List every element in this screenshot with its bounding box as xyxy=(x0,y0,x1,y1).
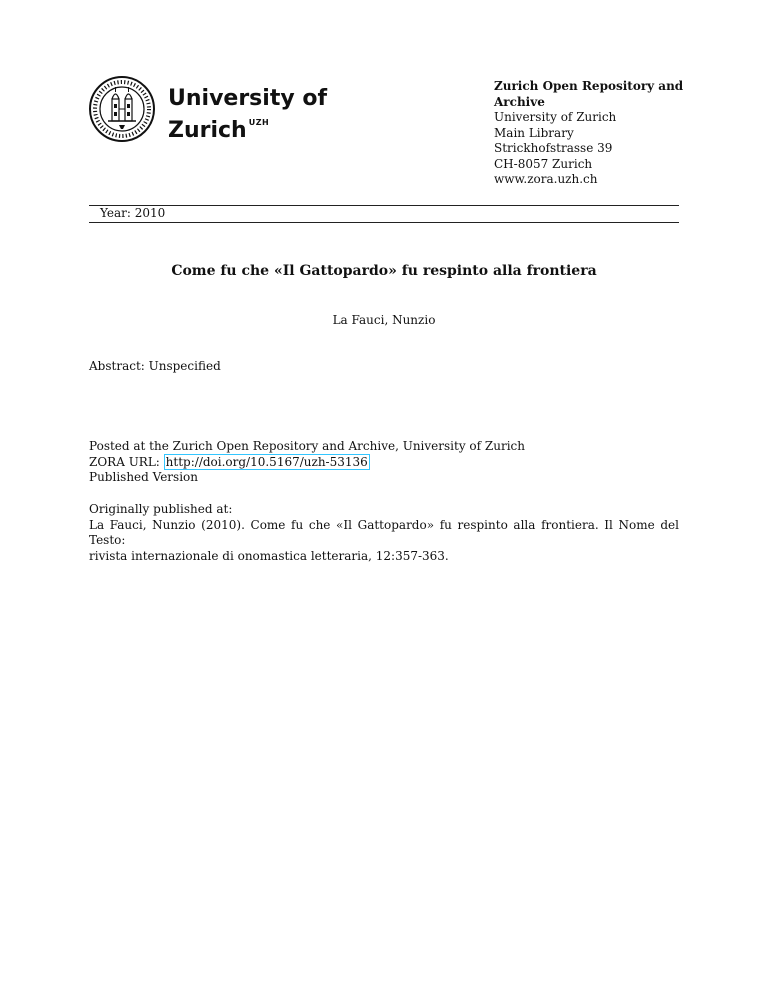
repository-name-line2: Archive xyxy=(494,94,545,109)
posting-info xyxy=(89,439,525,486)
repository-library: Main Library xyxy=(494,125,574,140)
version-line: Published Version xyxy=(89,470,198,484)
repository-website: www.zora.uzh.ch xyxy=(494,172,598,186)
zora-url-link[interactable]: http://doi.org/10.5167/uzh-53136 xyxy=(165,454,368,469)
repository-street: Strickhofstrasse 39 xyxy=(494,141,613,155)
university-seal-icon xyxy=(88,75,156,143)
year-bar xyxy=(89,205,679,223)
wordmark-line1: University of xyxy=(168,86,328,111)
wordmark-superscript: UZH xyxy=(248,118,270,127)
wordmark-line2: Zurich xyxy=(168,118,247,143)
repository-institution: University of Zurich xyxy=(494,110,617,124)
university-wordmark xyxy=(168,87,327,143)
year-label: Year: 2010 xyxy=(100,206,166,220)
repository-name-line1: Zurich Open Repository and xyxy=(494,79,684,93)
document-author: La Fauci, Nunzio xyxy=(332,313,436,327)
repository-city: CH-8057 Zurich xyxy=(494,156,593,171)
original-heading: Originally published at: xyxy=(89,502,233,516)
zora-url-prefix: ZORA URL: xyxy=(89,454,164,469)
citation-line1: La Fauci, Nunzio (2010). Come fu che «Il Gattopardo» fu respinto alla frontiera. Il Nome del Testo: xyxy=(89,517,679,547)
citation-line2: rivista internazionale di onomastica letteraria, 12:357-363. xyxy=(89,548,449,563)
university-logo xyxy=(88,75,328,145)
original-publication xyxy=(89,502,679,564)
document-abstract: Abstract: Unspecified xyxy=(89,359,221,373)
document-title: Come fu che «Il Gattopardo» fu respinto alla frontiera xyxy=(171,263,597,279)
zora-url-line xyxy=(89,455,525,471)
repository-address xyxy=(494,79,683,188)
posted-line: Posted at the Zurich Open Repository and Archive, University of Zurich xyxy=(89,439,525,453)
